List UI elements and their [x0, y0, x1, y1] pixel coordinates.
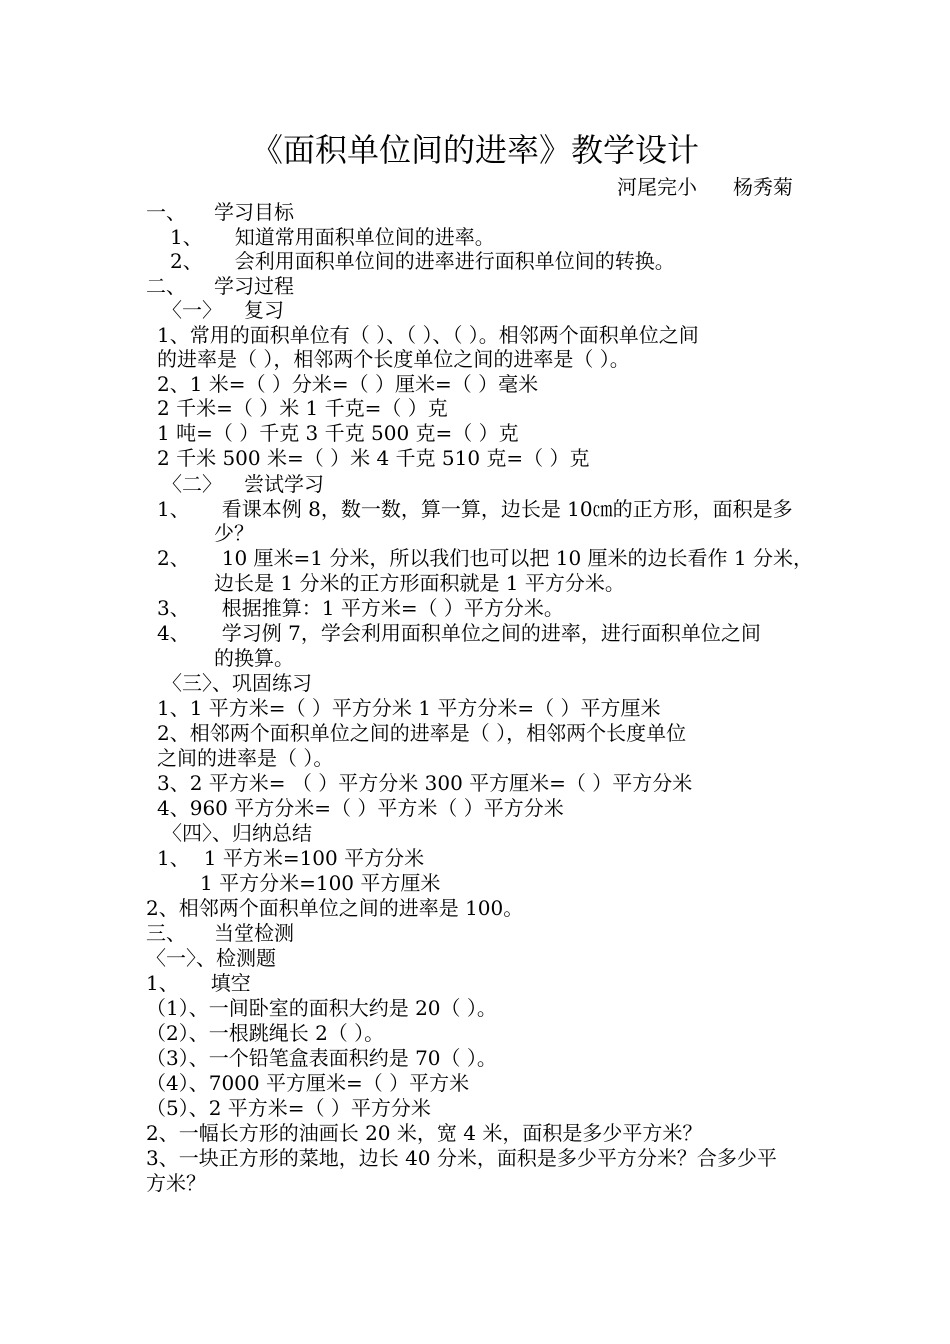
line-text: 1、1 平方米=（ ）平方分米 1 平方分米=（ ）平方厘米 [157, 696, 661, 720]
line-text: 边长是 1 分米的正方形面积就是 1 平方分米。 [214, 571, 625, 595]
text-line [162, 671, 312, 695]
author-line [617, 175, 793, 199]
line-text: 看课本例 8，数一数，算一算，边长是 10㎝的正方形，面积是多 [221, 497, 793, 521]
line-text: 填空 [210, 971, 251, 995]
text-line [170, 225, 495, 249]
text-line [170, 249, 675, 273]
line-text: 〈三〉、巩固练习 [162, 671, 312, 695]
line-text: 2、一幅长方形的油画长 20 米，宽 4 米，面积是多少平方米？ [146, 1121, 703, 1145]
text-line [214, 571, 625, 595]
line-number: 一、 [146, 200, 186, 224]
text-line [162, 821, 312, 845]
line-text: 学习例 7，学会利用面积单位之间的进率，进行面积单位之间 [221, 621, 761, 645]
text-line [157, 746, 333, 770]
line-text: 2、1 米=（ ）分米=（ ）厘米=（ ）毫米 [157, 372, 539, 396]
text-line [157, 421, 519, 445]
text-line [146, 996, 497, 1020]
line-text: 少？ [214, 521, 254, 545]
text-line [157, 446, 590, 470]
line-text: 学习过程 [214, 274, 294, 298]
line-text: 〈四〉、归纳总结 [162, 821, 312, 845]
text-line [146, 946, 276, 970]
line-text: 2 千米 500 米=（ ）米 4 千克 510 克=（ ）克 [157, 446, 590, 470]
line-text: 1 吨=（ ）千克 3 千克 500 克=（ ）克 [157, 421, 519, 445]
page-title: 《面积单位间的进率》教学设计 [250, 131, 699, 169]
text-line [146, 1046, 497, 1070]
line-text: 2、相邻两个面积单位之间的进率是 100。 [146, 896, 524, 920]
line-text: 3、一块正方形的菜地，边长 40 分米，面积是多少平方分米？合多少平 [146, 1146, 777, 1170]
text-line [214, 521, 254, 545]
line-number: 二、 [146, 274, 186, 298]
text-line [157, 846, 424, 870]
text-line [200, 871, 440, 895]
text-line [146, 1171, 206, 1195]
line-text: 知道常用面积单位间的进率。 [234, 225, 495, 249]
line-text: （5）、2 平方米=（ ）平方分米 [146, 1096, 431, 1120]
text-line [162, 472, 324, 496]
text-line [157, 497, 793, 521]
line-text: 会利用面积单位间的进率进行面积单位间的转换。 [234, 249, 675, 273]
line-text: 4、960 平方分米=（ ）平方米（ ）平方分米 [157, 796, 564, 820]
line-text: 2、相邻两个面积单位之间的进率是（ ），相邻两个长度单位 [157, 721, 687, 745]
line-text: 根据推算：1 平方米=（ ）平方分米。 [221, 596, 564, 620]
line-number: 4、 [157, 621, 190, 645]
text-line [157, 771, 692, 795]
line-number: 2、 [157, 546, 190, 570]
text-line [146, 1021, 384, 1045]
line-text: 2 千米=（ ）米 1 千克=（ ）克 [157, 396, 448, 420]
line-text: （1）、一间卧室的面积大约是 20（ ）。 [146, 996, 497, 1020]
line-number: 2、 [170, 249, 203, 273]
line-text: 的进率是（ ），相邻两个长度单位之间的进率是（ ）。 [157, 347, 630, 371]
text-line [146, 1146, 777, 1170]
line-text: 当堂检测 [214, 921, 294, 945]
line-text: （2）、一根跳绳长 2（ ）。 [146, 1021, 385, 1045]
line-text: 10 厘米=1 分米，所以我们也可以把 10 厘米的边长看作 1 分米， [221, 546, 813, 570]
line-number: 三、 [146, 921, 186, 945]
line-number: 1、 [146, 971, 179, 995]
line-text: 3、2 平方米= （ ）平方分米 300 平方厘米=（ ）平方分米 [157, 771, 693, 795]
text-line [214, 646, 294, 670]
line-text: （3）、一个铅笔盒表面积约是 70（ ）。 [146, 1046, 497, 1070]
text-line [146, 921, 294, 945]
text-line [146, 274, 294, 298]
line-text: 〈一〉、检测题 [146, 946, 276, 970]
text-line [146, 1121, 702, 1145]
text-line [157, 323, 699, 347]
line-text: 尝试学习 [244, 472, 324, 496]
line-text: 学习目标 [214, 200, 294, 224]
line-number: 1、 [157, 846, 190, 870]
line-text: 方米？ [146, 1171, 206, 1195]
line-text: （4）、7000 平方厘米=（ ）平方米 [146, 1071, 470, 1095]
line-number: 1、 [170, 225, 203, 249]
text-line [157, 796, 564, 820]
author-name: 杨秀菊 [733, 175, 793, 199]
text-line [157, 596, 564, 620]
text-line [157, 721, 686, 745]
text-line [162, 298, 284, 322]
line-number: 〈二〉 [162, 472, 222, 496]
text-line [157, 372, 538, 396]
line-text: 1 平方分米=100 平方厘米 [200, 871, 441, 895]
line-text: 1、常用的面积单位有（ ）、（ ）、（ ）。相邻两个面积单位之间 [157, 323, 699, 347]
text-line [157, 621, 761, 645]
text-line [146, 200, 294, 224]
line-number: 〈一〉 [162, 298, 222, 322]
text-line [157, 546, 813, 570]
text-line [146, 896, 523, 920]
line-number: 1、 [157, 497, 190, 521]
line-text: 1 平方米=100 平方分米 [203, 846, 425, 870]
line-text: 之间的进率是（ ）。 [157, 746, 334, 770]
text-line [157, 396, 448, 420]
text-line [146, 1071, 469, 1095]
line-text: 复习 [244, 298, 284, 322]
text-line [146, 1096, 431, 1120]
text-line [157, 696, 660, 720]
school-name: 河尾完小 [617, 175, 697, 199]
line-number: 3、 [157, 596, 190, 620]
text-line [146, 971, 251, 995]
line-text: 的换算。 [214, 646, 294, 670]
text-line [157, 347, 630, 371]
